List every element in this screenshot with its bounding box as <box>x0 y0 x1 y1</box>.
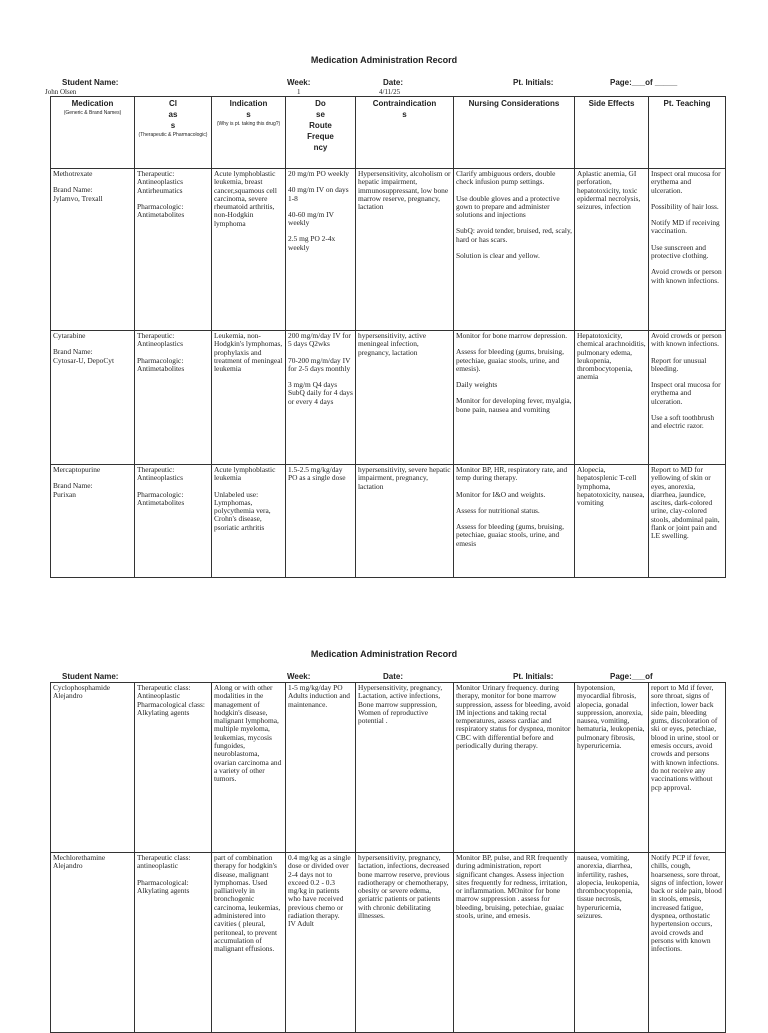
contra-text: hypersensitivity, active meningeal infection, pregnancy, lactation <box>358 332 427 357</box>
teaching-text: Report for unusual bleeding. <box>651 355 707 373</box>
form1-row2-teaching-cell <box>649 465 726 578</box>
teaching-text: Inspect oral mucosa for erythema and ulceration. <box>651 170 721 195</box>
dose-text: 3 mg/m Q4 days SubQ daily for 4 days or every 4 days <box>288 380 353 406</box>
form2-date-label: Date: <box>383 672 404 681</box>
form2-row1-dose-cell <box>286 853 356 1033</box>
col-teaching-header: Pt. Teaching <box>649 97 726 169</box>
col-nursing-header: Nursing Considerations <box>454 97 575 169</box>
form2-row1-contra-cell <box>356 853 454 1033</box>
indication-text: Acute lymphoblastic leukemia <box>214 466 276 483</box>
nursing-text: Monitor for bone marrow depression. <box>456 332 568 340</box>
teaching-text: Use sunscreen and protective clothing. <box>651 242 709 261</box>
form1-row1-contra-cell <box>356 331 454 465</box>
form2-row1-class-cell <box>135 853 212 1033</box>
form1-row0-class-cell <box>135 169 212 331</box>
teaching-text: Report to MD for yellowing of skin or eyes, anorexia, diarrhea, jaundice, ascites, dark-colored urine, clay-colored stools, abdominal pain, flank or joint pain and LE swelling. <box>651 466 720 541</box>
form1-row2-medication-cell <box>51 465 135 578</box>
class-text: Pharmacologic: Antimetabolites <box>137 489 185 507</box>
dose-text: 0.4 mg/kg as a single dose or divided over 2-4 days not to exceed 0.2 - 0.3 mg/kg in patients who have received previous chemo or radiation therapy. IV Adult <box>288 854 351 929</box>
col-side-header: Side Effects <box>575 97 649 169</box>
dose-text: 1-5 mg/kg/day PO Adults induction and maintenance. <box>288 684 350 709</box>
medication-text: Cytarabine <box>53 332 86 340</box>
side-text: nausea, vomiting, anorexia, diarrhea, infertility, rashes, alopecia, leukopenia, thrombocytopenia, tissue necrosis, hyperuricemia, seizures. <box>577 854 640 921</box>
nursing-text: Monitor BP, pulse, and RR frequently during administration, report significant changes. Assess injection sites frequently for redness, irritation, or inflammation. MOnitor for bone marrow suppression . assess for bleeding, bruising, petechiae, guaiac stools, urine, and emesis. <box>456 854 568 921</box>
form1-title: Medication Administration Record <box>310 55 458 65</box>
indication-text: Along or with other modalities in the management of hodgkin's disease, malignant lymphoma, multiple myeloma, leukemias, mycosis fungoides, neuroblastoma, ovarian carcinoma and a variety of other tumors. <box>214 684 282 784</box>
col-class-header: Cl as s (Therapeutic & Pharmacologic) <box>135 97 212 169</box>
form2-row1-teaching-cell <box>649 853 726 1033</box>
class-text: Therapeutic: Antineoplastics Antirheumatics <box>137 170 183 195</box>
class-text: Pharmacological: Alkylating agents <box>137 877 190 895</box>
dose-text: 40-60 mg/m IV weekly <box>288 209 334 228</box>
contra-text: hypersensitivity, pregnancy, lactation, infections, decreased bone marrow reserve, previous radiotherapy or chemotherapy, obesity or severe edema, geriatric patients or patients with chronic debilitating illnesses. <box>358 854 450 921</box>
form2-row0-contra-cell <box>356 683 454 853</box>
contra-text: Hypersensitivity, alcoholism or hepatic impairment, immunosuppressant, low bone marrow reserve, pregnancy, lactation <box>358 170 451 212</box>
form1-row1-indication-cell <box>212 331 286 465</box>
medication-text: Cyclophosphamide Alejandro <box>53 684 111 701</box>
class-text: Therapeutic: Antineoplastics <box>137 332 183 349</box>
nursing-text: Monitor BP, HR, respiratory rate, and temp during therapy. <box>456 466 568 483</box>
nursing-text: Use double gloves and a protective gown to prepare and administer solutions and injections <box>456 193 560 220</box>
form1-row0-teaching-cell <box>649 169 726 331</box>
nursing-text: Clarify ambiguous orders, double check infusion pump settings. <box>456 170 556 187</box>
form1-student-label: Student Name: <box>62 78 119 87</box>
form2-row1-nursing-cell <box>454 853 575 1033</box>
form1-row1-teaching-cell <box>649 331 726 465</box>
form2-student-label: Student Name: <box>62 672 119 681</box>
form1-row1-medication-cell <box>51 331 135 465</box>
form1-date-value: 4/11/25 <box>379 88 401 96</box>
form1-row2-side-cell <box>575 465 649 578</box>
dose-text: 200 mg/m/day IV for 5 days Q2wks <box>288 332 351 349</box>
indication-text: Leukemia, non-Hodgkin's lymphomas, prophylaxis and treatment of meningeal leukemia <box>214 332 283 374</box>
form2-page-label: Page:___of <box>610 672 653 681</box>
teaching-text: Notify MD if receiving vaccination. <box>651 218 720 236</box>
medication-text: Mechlorethamine Alejandro <box>53 854 106 871</box>
side-text: Hepatotoxicity, chemical arachnoiditis, pulmonary edema, leukopenia, thrombocytopenia, anemia <box>577 332 646 382</box>
form1-row2-indication-cell <box>212 465 286 578</box>
form1-row0-dose-cell <box>286 169 356 331</box>
dose-text: 1.5-2.5 mg/kg/day PO as a single dose <box>288 466 346 483</box>
form2-table <box>50 682 726 1033</box>
dose-text: 40 mg/m IV on days 1-8 <box>288 185 349 203</box>
form1-row1-dose-cell <box>286 331 356 465</box>
teaching-text: Avoid crowds or person with known infections. <box>651 267 722 285</box>
form1-row2-dose-cell <box>286 465 356 578</box>
form1-student-value: John Olsen <box>45 88 77 96</box>
class-text: Therapeutic class: antineoplastic <box>137 854 191 871</box>
col-indication-header: Indication s (Why is pt. taking this drug?) <box>212 97 286 169</box>
form1-row2-nursing-cell <box>454 465 575 578</box>
nursing-text: Monitor Urinary frequency. during therapy, monitor for bone marrow suppression, assess for bleeding, avoid IM injections and taking rectal temperatures, assess cardiac and respiratory status for dyspnea, monitor CBC with differential before and periodically during therapy. <box>456 684 571 751</box>
form1-row1-nursing-cell <box>454 331 575 465</box>
form1-table <box>50 96 726 578</box>
form1-row1-side-cell <box>575 331 649 465</box>
form1-page-label: Page:___of _____ <box>610 78 678 87</box>
form2-row1-medication-cell <box>51 853 135 1033</box>
medication-text: Brand Name: Cytosar-U, DepoCyt <box>53 347 115 365</box>
indication-text: part of combination therapy for hodgkin's disease, malignant lymphomas. Used palliatively in bronchogenic carcinoma, leukemias, administered into cavities ( pleural, peritoneal, to prevent accumulation of malignant effusions. <box>214 854 281 954</box>
indication-text: Unlabeled use: Lymphomas, polycythemia vera, Crohn's disease, psoriatic arthritis <box>214 489 271 532</box>
form1-row0-medication-cell <box>51 169 135 331</box>
form2-row1-indication-cell <box>212 853 286 1033</box>
form2-row0-side-cell <box>575 683 649 853</box>
teaching-text: Inspect oral mucosa for erythema and ulceration. <box>651 380 721 406</box>
class-text: Pharmacologic: Antimetabolites <box>137 201 185 220</box>
nursing-text: Assess for bleeding (gums, bruising, petechiae, guaiac stools, urine, and emesis <box>456 522 564 548</box>
dose-text: 70-200 mg/m/day IV for 2-5 days monthly <box>288 355 351 373</box>
col-contra-header: Contraindication s <box>356 97 454 169</box>
class-text: Therapeutic: Antineoplastics <box>137 466 183 483</box>
side-text: hypotension, myocardial fibrosis, alopecia, gonadal suppression, anorexia, nausea, vomiting, hematuria, leukopenia, pulmonary fibrosis, hyperuricemia. <box>577 684 645 751</box>
form1-initials-label: Pt. Initials: <box>513 78 554 87</box>
form1-row0-contra-cell <box>356 169 454 331</box>
form2-row0-nursing-cell <box>454 683 575 853</box>
nursing-text: Assess for bleeding (gums, bruising, petechiae, guaiac stools, urine, and emesis). <box>456 347 564 373</box>
teaching-text: report to Md if fever, sore throat, signs of infection, lower back side pain, bleeding gums, discoloration of ski or eyes, petechiae, blood in urine, stool or emesis occurs, avoid crowds and persons with known infections. do not receive any vaccinations without pcp approval. <box>651 684 719 792</box>
teaching-text: Use a soft toothbrush and electric razor. <box>651 413 715 431</box>
col-dose-header: Do se Route Freque ncy <box>286 97 356 169</box>
form2-row0-class-cell <box>135 683 212 853</box>
contra-text: hypersensitivity, severe hepatic impairment, pregnancy, lactation <box>358 466 451 491</box>
side-text: Aplastic anemia, GI perforation, hepatotoxicity, toxic epidermal necrolysis, seizures, infection <box>577 170 641 212</box>
form2-week-label: Week: <box>287 672 311 681</box>
form1-week-label: Week: <box>287 78 311 87</box>
dose-text: 20 mg/m PO weekly <box>288 170 349 178</box>
medication-text: Methotrexate <box>53 170 93 178</box>
indication-text: Acute lymphoblastic leukemia, breast cancer,squamous cell carcinoma, severe rheumatoid arthritis, non-Hodgkin lymphoma <box>214 170 277 228</box>
medication-text: Mercaptopurine <box>53 466 101 474</box>
form1-row2-contra-cell <box>356 465 454 578</box>
nursing-text: Solution is clear and yellow. <box>456 251 540 261</box>
form2-row0-dose-cell <box>286 683 356 853</box>
nursing-text: Daily weights <box>456 380 498 390</box>
class-text: Therapeutic class: Antineoplastic Pharmacological class: Alkylating agents <box>137 684 205 717</box>
form1-row0-side-cell <box>575 169 649 331</box>
side-text: Alopecia, hepatosplenic T-cell lymphoma, hepatotoxicity, nausea, vomiting <box>577 466 645 508</box>
form2-row0-indication-cell <box>212 683 286 853</box>
nursing-text: Monitor for I&O and weights. <box>456 489 546 499</box>
teaching-text: Notify PCP if fever, chills, cough, hoarseness, sore throat, signs of infection, lower back or side pain, blood in stools, emesis, increased fatigue, dyspnea, orthostatic hypertension occurs, avoid crowds and persons with known infections. <box>651 854 723 954</box>
form1-row0-indication-cell <box>212 169 286 331</box>
form2-title: Medication Administration Record <box>310 649 458 659</box>
dose-text: 2.5 mg PO 2-4x weekly <box>288 234 336 252</box>
form1-row2-class-cell <box>135 465 212 578</box>
form2-row1-side-cell <box>575 853 649 1033</box>
form1-row1-class-cell <box>135 331 212 465</box>
nursing-text: Monitor for developing fever, myalgia, bone pain, nausea and vomiting <box>456 396 572 414</box>
nursing-text: Assess for nutritional status. <box>456 505 540 515</box>
medication-text: Brand Name: Jylamvo, Trexall <box>53 185 103 203</box>
form2-initials-label: Pt. Initials: <box>513 672 554 681</box>
class-text: Pharmacologic: Antimetabolites <box>137 355 185 373</box>
form1-week-value: 1 <box>297 88 301 96</box>
form1-row0-nursing-cell <box>454 169 575 331</box>
col-medication-header: Medication (Generic & Brand Names) <box>51 97 135 169</box>
nursing-text: SubQ: avoid tender, bruised, red, scaly, hard or has scars. <box>456 226 572 244</box>
medication-text: Brand Name: Purixan <box>53 481 93 499</box>
form1-date-label: Date: <box>383 78 404 87</box>
teaching-text: Avoid crowds or person with known infections. <box>651 332 722 349</box>
contra-text: Hypersensitivity, pregnancy, Lactation, active infections, Bone marrow suppression, Women of reproductive potential . <box>358 684 443 726</box>
form2-row0-medication-cell <box>51 683 135 853</box>
form2-row0-teaching-cell <box>649 683 726 853</box>
teaching-text: Possibility of hair loss. <box>651 201 719 211</box>
